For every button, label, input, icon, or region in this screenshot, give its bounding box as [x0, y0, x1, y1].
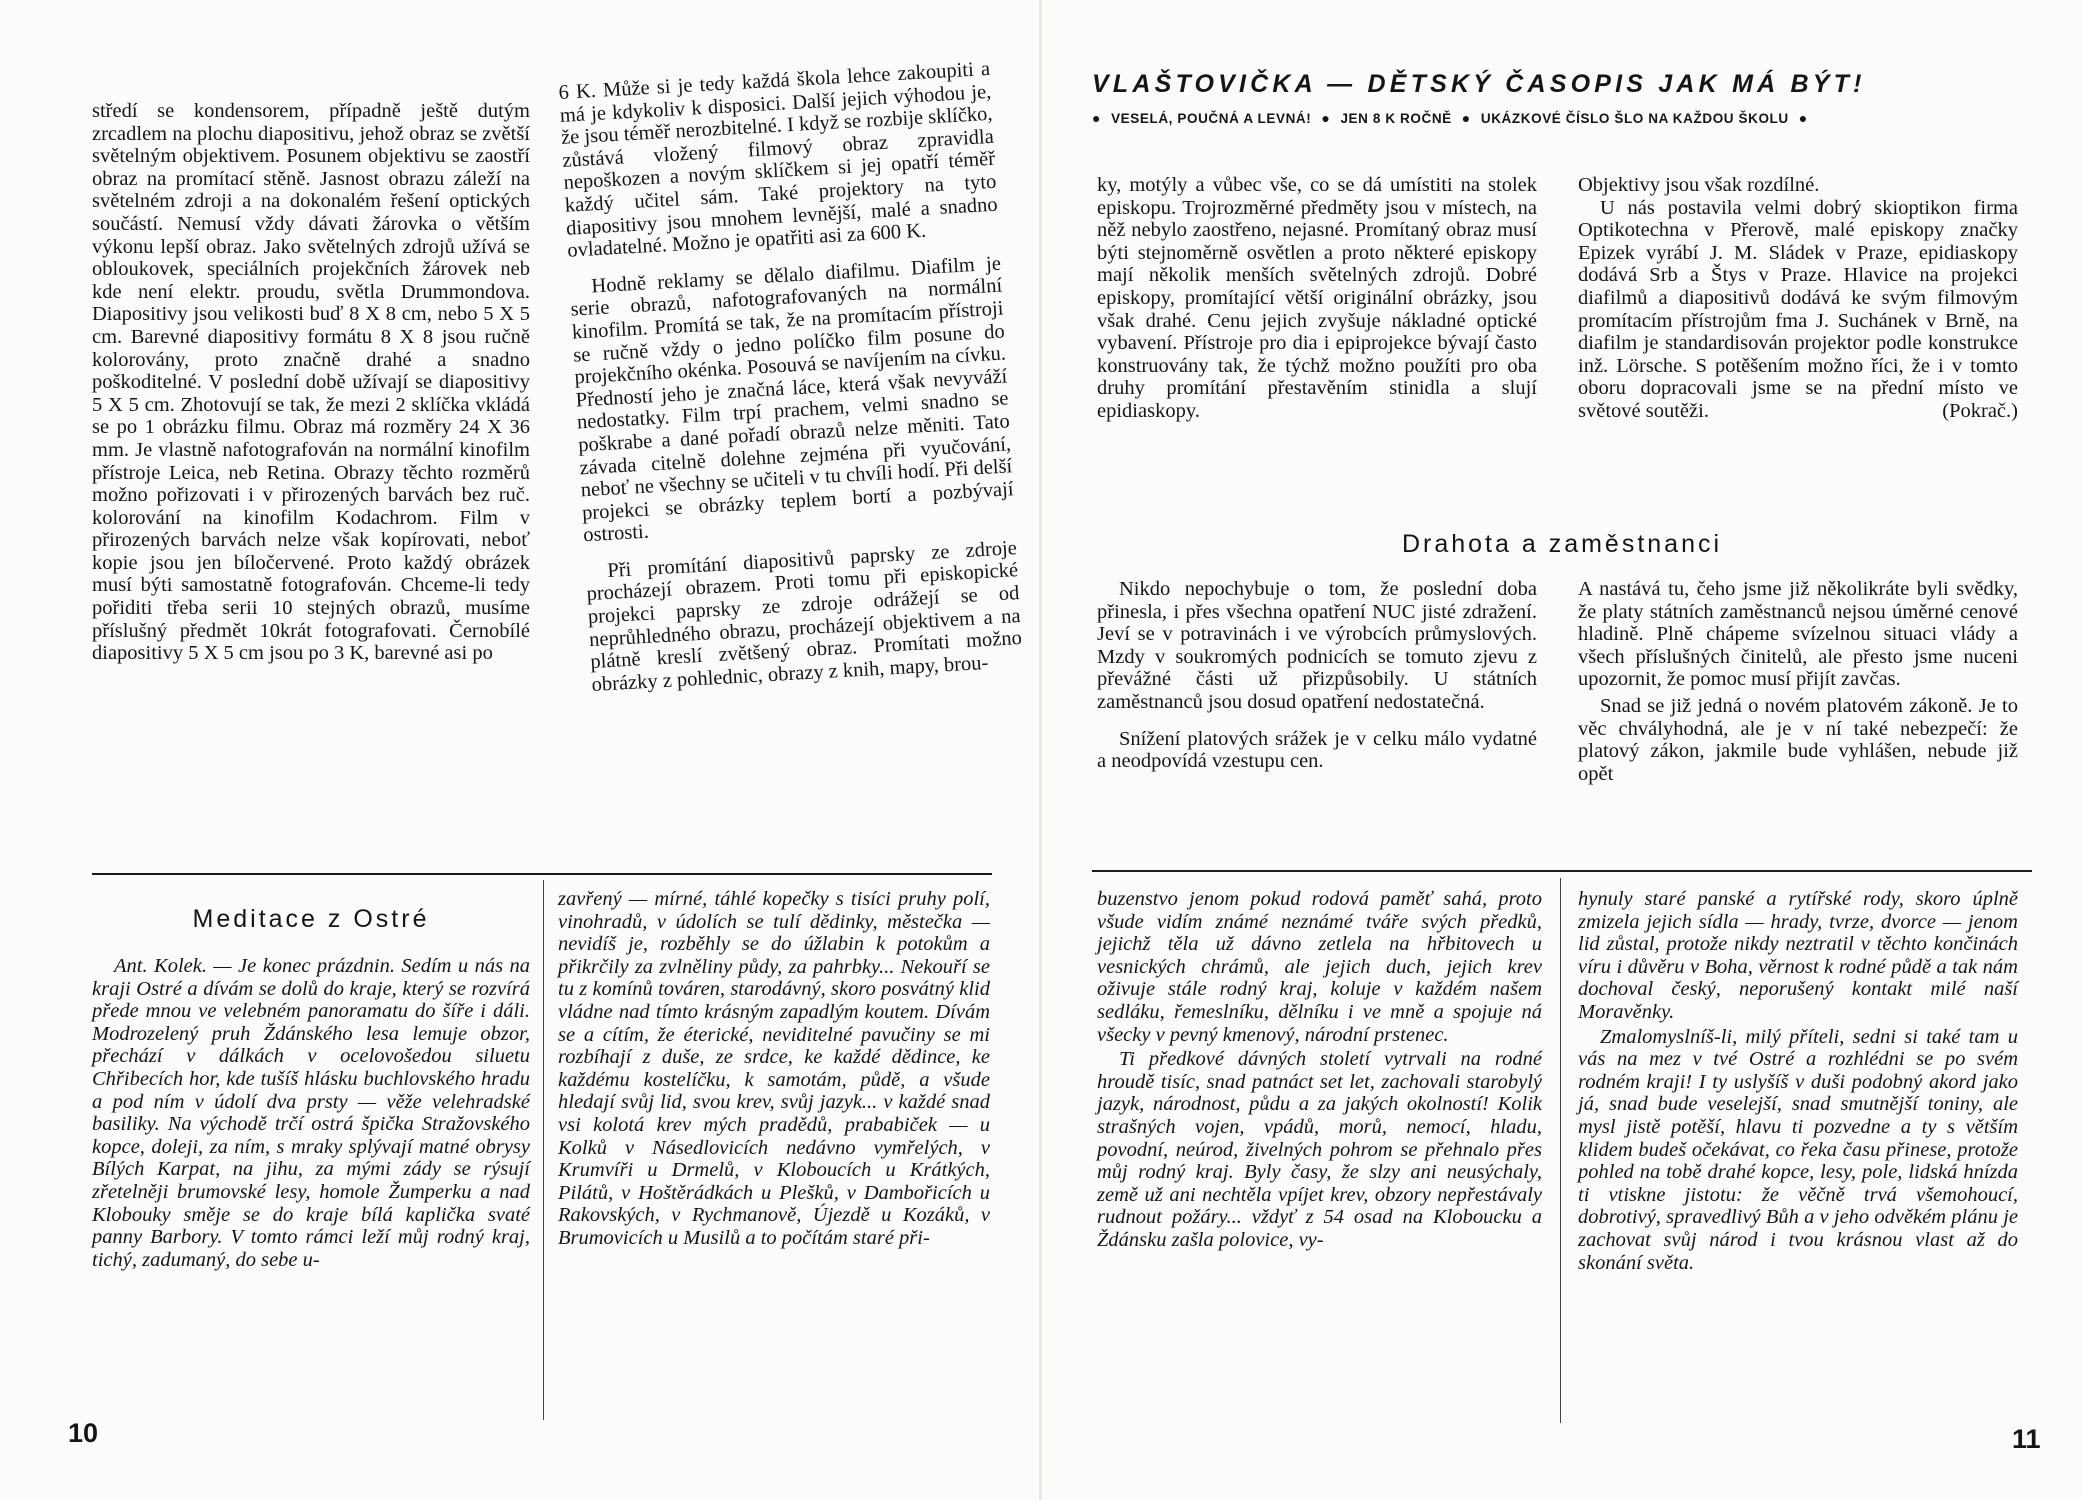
masthead-subtitle: [1092, 110, 2032, 126]
paragraph: ky, motýly a vůbec vše, co se dá umístiti na stolek episkopu. Trojrozměrné předměty jsou v místech, na něž nebylo zaostřeno, nejasné. Promítaný obraz musí býti stejnoměrně osvětlen a proto některé episkopy mají několik menších světelných zdrojů. Dobré episkopy, promítající větší originální obrázky, jsou však drahé. Cenu jejich zvyšuje nákladné optické vybavení. Přístroje pro dia i epiprojekce bývají často konstruovány tak, že týchž možno použíti pro oba druhy promítání přestavěním stinidla a slují epidiaskopy.: [1097, 174, 1537, 422]
meditace-col2: [558, 888, 990, 1264]
paragraph: buzenstvo jenom pokud rodová paměť sahá, proto všude vidím známé neznámé tváře svých předků, jejichž těla už dávno zetlela na hřbitovech u vesnických chrámů, ale jejich duch, jejich krev oživuje stále rodný kraj, koluje v každém našem sedláku, řemeslníku, dělníku i ve mně a spojuje ná všecky v pevný kmenový, národní prstenec.: [1097, 888, 1542, 1046]
paragraph: Zmalomyslníš-li, milý příteli, sedni si také tam u vás na mez v tvé Ostré a rozhlédni se po svém rodném kraji! I ty uslyšíš v duši podobný akord jako já, snad bude veselejší, snad smutnější toniny, ale mysl jistě potěší, hlavu ti pozvedne a ty s větším klidem budeš očekávat, co řeka času přinese, protože pohled na tobě drahé kopce, lesy, pole, lidská hnízda ti vtiskne jistotu: že věčně trvá všemohoucí, dobrotivý, spravedlivý Bůh a v jeho odvěkém plánu je zachovat svůj národ i tvou krásnou vlast až do skonání světa.: [1578, 1025, 2018, 1274]
page-number: 11: [2012, 1424, 2041, 1454]
bullet-icon: ●: [1798, 110, 1808, 126]
paragraph: středí se kondensorem, případně ještě dutým zrcadlem na plochu diapositivu, jehož obraz se zvětší světelným objektivem. Posunem objektivu se zaostří obraz na promítací stěně. Jasnost obrazu záleží na světelném zdroji a na dokonalém řešení optických součástí. Nemusí vždy dávati žárovka o větším výkonu lepší obraz. Jako světelných zdrojů užívá se obloukovek, speciálních projekčních žárovek neb kde není elektr. proudu, světla Drummondova. Diapositivy jsou velikosti buď 8 X 8 cm, nebo 5 X 5 cm. Barevné diapositivy formátu 8 X 8 jsou ručně kolorovány, proto značně drahé a snadno poškoditelné. V poslední době užívají se diapositivy 5 X 5 cm. Zhotovují se tak, že mezi 2 sklíčka vkládá se po 1 obrázku filmu. Obraz má rozměry 24 X 36 mm. Je vlastně nafotografován na normální kinofilm přístroje Leica, neb Retina. Obrazy těchto rozměrů možno pořizovati i v přirozených barvách bez ruč. kolorování na kinofilm Kodachrom. Film v přirozených barvách nelze však kopírovati, neboť kopie jsou jen bíločervené. Proto každý obrázek musí býti samostatně fotografován. Chceme-li tedy pořiditi třeba serii 10 stejných obrazů, musíme příslušný předmět 10krát fotografovati. Černobílé diapositivy 5 X 5 cm jsou po 3 K, barevné asi po: [92, 100, 530, 665]
section-rule: [92, 873, 992, 875]
right-col1-text: [1097, 174, 1537, 437]
masthead-item: UKÁZKOVÉ ČÍSLO ŠLO NA KAŽDOU ŠKOLU: [1480, 110, 1789, 126]
bullet-icon: ●: [1321, 110, 1331, 126]
meditace-col1: [92, 955, 530, 1285]
column-divider: [1560, 878, 1561, 1423]
left-col1-text: [92, 100, 530, 679]
paragraph: Ant. Kolek. — Je konec prázdnin. Sedím u nás na kraji Ostré a dívám se dolů do kraje, který se rozvírá přede mnou ve velebném panoramatu do šíře i dáli. Modrozelený pruh Ždánského lesa lemuje obzor, přechází v dálkách v ocelovošedou siluetu Chřibecích hor, kde tušíš hlásku buchlovského hradu a pod ním v údolí dva prsty — věže velehradské basiliky. Na východě trčí ostrá špička Stražovského kopce, doleji, za ním, s mraky splývají matné obrysy Bílých Karpat, na jihu, za mými zády se rýsují zřetelněji brumovské lesy, homole Žumperku a nad Klobouky směje se do kraje bílá kaplička svaté panny Barbory. V tomto rámci leží můj rodný kraj, tichý, zadumaný, do sebe u-: [92, 955, 530, 1271]
paragraph: Hodně reklamy se dělalo diafilmu. Diafilm je serie obrazů, nafotografovaných na normální kinofilm. Promítá se tak, že na promítacím přístroji se ručně vždy o jedno políčko film posune do projekčního okénka. Posouvá se navíjením na cívku. Předností jeho je značná láce, která však nevyváží nedostatky. Film trpí prachem, velmi snadno se poškrabe a dané pořadí obrazů nelze měniti. Tato závada citelně dolehne zejména při vyučování, neboť ne všechny se učiteli v tu chvíli hodí. Při delší projekci se obrázky teplem bortí a pozbývají ostrosti.: [570, 252, 1015, 547]
right-col2-text: [1578, 174, 2018, 423]
paragraph-text: U nás postavila velmi dobrý skioptikon firma Optikotechna v Přerově, malé episkopy značky Epizek vyrábí J. M. Sládek v Praze, epidiaskopy dodává Srb a Štys v Praze. Hlavice na projekci diafilmů a diapositivů dodává ke svým filmovým promítacím přístrojům fma J. Suchánek v Brně, na diafilm je standardisován projektor podle konstrukce inž. Lörsche. S potěšením možno říci, že i v tomto oboru dopracovali jsme se na přední místo ve světové soutěži.: [1578, 196, 2018, 422]
paragraph: Objektivy jsou však rozdílné.: [1578, 174, 1820, 196]
paragraph: Snad se již jedná o novém platovém zákoně. Je to věc chvályhodná, ale je v ní také nebezpečí: že platový zákon, jakmile bude vyhlášen, nebude již opět: [1578, 694, 2018, 785]
section-rule: [1092, 870, 2032, 872]
bullet-icon: ●: [1092, 110, 1102, 126]
paragraph: A nastává tu, čeho jsme již několikráte byli svědky, že platy státních zaměstnanců nejsou úměrné cenové hladině. Plně chápeme svízelnou situaci vlády a všech příslušných činitelů, ale přesto jsme nuceni upozornit, že pomoc musí přijít zavčas.: [1578, 578, 2018, 691]
paragraph: Při promítání diapositivů paprsky ze zdroje procházejí obrazem. Proti tomu při episkopické projekci paprsky ze zdroje odrážejí se od neprůhledného obrazu, procházejí objektivem a na plátně kreslí zvětšený obraz. Promítati možno obrázky z pohlednic, obrazy z knih, mapy, brou-: [586, 537, 1023, 696]
left-col2-text: [558, 58, 1024, 711]
article-heading: Meditace z Ostré: [192, 905, 430, 933]
masthead-title: VLAŠTOVIČKA — DĚTSKÝ ČASOPIS JAK MÁ BÝT!: [1092, 70, 1866, 98]
masthead-item: VESELÁ, POUČNÁ A LEVNÁ!: [1111, 110, 1312, 126]
page-number: 10: [68, 1418, 99, 1448]
paragraph: Ti předkové dávných století vytrvali na rodné hroudě tisíc, snad patnáct set let, zachovali starobylý jazyk, národnost, půdu a za jakých okolností! Kolik strašných vojen, vpádů, morů, nemocí, hladu, povodní, neúrod, živelných pohrom se přehnalo přes můj rodný kraj. Byly časy, že slzy ani neusýchaly, země už ani nechtěla vpíjet krev, obzory nepřestávaly rudnout požáry... vždyť z 54 osad na Kloboucku a Ždánsku zašla polovice, vy-: [1097, 1048, 1542, 1251]
masthead-item: JEN 8 K ROČNĚ: [1340, 110, 1452, 126]
paragraph: hynuly staré panské a rytířské rody, skoro úplně zmizela jejich sídla — hrady, tvrze, dvorce — jenom lid zůstal, protože nikdy neztratil v těchto končinách víru i důvěru v Boha, věrnost k rodné půdě a tak nám dochoval český, neporušený kontakt milé naší Moravěnky.: [1578, 888, 2018, 1023]
paragraph: Snížení platových srážek je v celku málo vydatné a neodpovídá vzestupu cen.: [1097, 727, 1537, 773]
continued-note: (Pokrač.): [1942, 399, 2018, 422]
paragraph: zavřený — mírné, táhlé kopečky s tisíci pruhy polí, vinohradů, v údolích se tulí dědinky, městečka — nevidíš je, rozběhly se do úžlabin k potokům a přikrčily za zvlněliny půdy, za pahrbky... Nekouří se tu z komínů továren, starodávný, skoro posvátný klid vládne nad tímto krásným zapadlým koutem. Dívám se a cítím, že éterické, neviditelné pavučiny se mi rozbíhají z duše, ze srdce, ke každé dědince, ke každému kostelíčku, k samotám, půdě, a všude hledají svůj lid, svou krev, svůj jazyk... v každé snad vsi kolotá krev mých pradědů, prababiček — u Kolků v Násedlovicích nedávno vymřelých, v Krumvíři u Drmelů, v Kloboucích u Krátkých, Pilátů, v Hoštěrádkách u Plešků, v Dambořicích u Rakovských, v Rychmanově, Újezdě u Kozáků, v Brumovicích u Musilů a to počítám staré při-: [558, 888, 990, 1249]
meditace-cont-col1: [1097, 888, 1542, 1266]
article-heading: Drahota a zaměstnanci: [1401, 530, 1723, 558]
drahota-col1: [1097, 578, 1537, 787]
bullet-icon: ●: [1461, 110, 1471, 126]
paragraph: [1578, 197, 2018, 423]
paragraph: 6 K. Může si je tedy každá škola lehce zakoupiti a má je kdykoliv k disposici. Další jejich výhodou je, že jsou téměř nerozbitelné. I když se rozbije sklíčko, zůstává vložený filmový obraz zpravidla nepoškozen a novým sklíčkem si jej opatří téměř každý učitel sám. Také projektory na tyto diapositivy jsou mnohem levnější, malé a snadno ovladatelné. Možno je opatřiti asi za 600 K.: [558, 57, 999, 262]
column-divider: [543, 880, 544, 1420]
paragraph: Nikdo nepochybuje o tom, že poslední doba přinesla, i přes všechna opatření NUC jisté zdražení. Jeví se v potravinách i ve výrobcích průmyslových. Mzdy v soukromých podnicích se tomuto zjevu z převážné části už přizpůsobily. U státních zaměstnanců jsou dosud opatření nedostatečná.: [1097, 578, 1537, 713]
drahota-col2: [1578, 578, 2018, 799]
meditace-cont-col2: [1578, 888, 2018, 1288]
